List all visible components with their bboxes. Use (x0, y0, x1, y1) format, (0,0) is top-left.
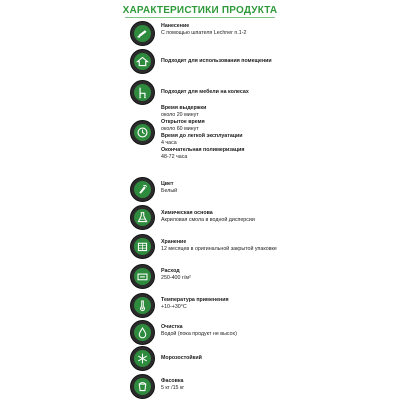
page-title: ХАРАКТЕРИСТИКИ ПРОДУКТА (122, 5, 278, 16)
spec-label: Температура применения (161, 297, 229, 303)
spec-label: Открытое время (161, 119, 205, 125)
spec-label: Нанесение (161, 23, 190, 29)
trowel-icon (130, 21, 155, 46)
spec-label: Расход (161, 268, 180, 274)
cleaning-icon (130, 320, 155, 345)
spec-value: Акриловая смола в водной дисперсии (161, 217, 255, 223)
thermometer-icon (130, 293, 155, 318)
spec-value: С помощью шпателя Lechner n.1-2 (161, 30, 247, 36)
spec-value: 48-72 часа (161, 154, 188, 160)
clock-icon (130, 120, 155, 145)
snowflake-icon (130, 346, 155, 371)
bucket-icon (130, 374, 155, 399)
storage-icon (130, 234, 155, 259)
spec-value: около 60 минут (161, 126, 199, 132)
spec-label: Фасовка (161, 378, 184, 384)
spec-label: Подходит для использования помещении (161, 58, 272, 64)
house-icon (130, 49, 155, 74)
spec-value: Водой (пока продукт не высох) (161, 331, 237, 337)
coverage-icon (130, 264, 155, 289)
spec-label: Очистка (161, 324, 183, 330)
spec-value: +10-+30°C (161, 304, 187, 310)
spec-value: Белый (161, 188, 178, 194)
spec-label: Морозостойкий (161, 355, 202, 361)
spec-value: 5 кг /15 кг (161, 385, 185, 391)
spec-value: около 20 минут (161, 112, 199, 118)
spec-label: Цвет (161, 181, 174, 187)
spec-label: Окончательная полимеризация (161, 147, 245, 153)
page-header (0, 0, 400, 20)
spec-value: 12 месяцев в оригинальной закрытой упаковке (161, 246, 277, 252)
header-divider (125, 17, 275, 18)
spec-label: Время до легкой эксплуатации (161, 133, 243, 139)
spec-label: Хранение (161, 239, 187, 245)
spec-value: 4 часа (161, 140, 177, 146)
spec-label: Химическая основа (161, 210, 213, 216)
chair-icon (130, 80, 155, 105)
color-icon (130, 177, 155, 202)
spec-value: 250-400 г/м² (161, 275, 191, 281)
flask-icon (130, 205, 155, 230)
spec-label: Подходит для мебели на колесах (161, 89, 249, 95)
spec-label: Время выдержки (161, 105, 207, 111)
